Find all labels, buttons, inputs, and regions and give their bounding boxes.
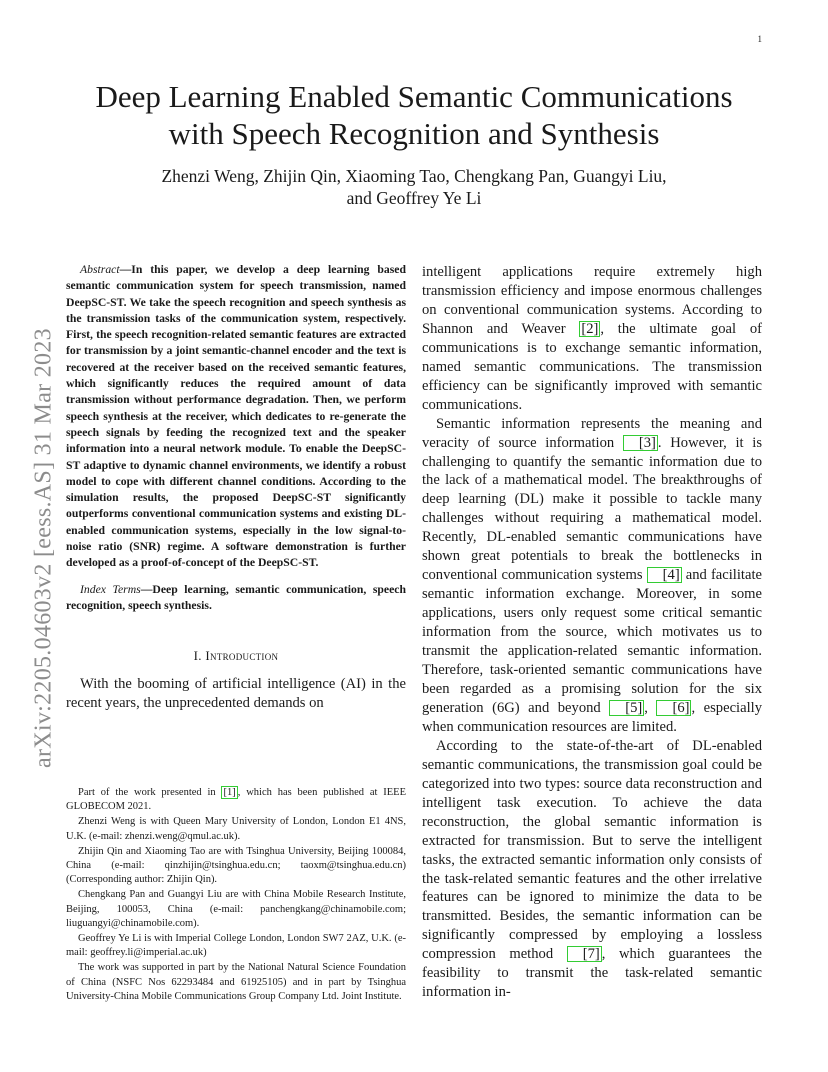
paragraph-text: . However, it is challenging to quantify the semantic information due to the lack of a mathematical model. The breakthroughs of deep learning (DL) make it possible to tackle many challenges without requiring a mathematical model. Recently, DL-enabled semantic communications have shown great potentials to break the bottlenecks in conventional communication systems — [422, 434, 762, 584]
paragraph-text: intelligent applications require extremely high transmission efficiency and impose enormous challenges on conventional communication systems. According to Shannon and Weaver — [422, 264, 762, 337]
index-terms-label: Index Terms — [80, 582, 141, 596]
citation-link[interactable]: [2] — [581, 320, 599, 337]
paragraph-text: , the ultimate goal of communications is to exchange semantic information, named semantic communications. The transmission efficiency can be significantly improved with semantic communications. — [422, 320, 762, 413]
footnote-text: Part of the work presented in — [78, 787, 222, 798]
index-terms-text: —Deep learning, semantic communication, speech recognition, speech synthesis. — [66, 582, 406, 612]
citation-link[interactable]: [5] — [609, 700, 644, 716]
left-column — [66, 262, 406, 713]
citation-link[interactable]: [1] — [223, 787, 236, 798]
abstract-label: Abstract — [80, 263, 120, 276]
abstract-text: —In this paper, we develop a deep learning based semantic communication system for speech transmission, named DeepSC-ST. We take the speech recognition and speech synthesis as the transmission tasks of the communication system, respectively. First, the speech recognition-related semantic features are extracted for transmission by a joint semantic-channel encoder and the text is recovered at the receiver based on the received semantic features, which significantly reduces the required amount of data transmission without performance degradation. Then, we perform speech synthesis at the receiver, which dedicates to re-generate the speech signals by feeding the recognized text and the speaker information into a neural network module. To enable the DeepSC-ST adaptive to dynamic channel environments, we identify a robust model to cope with different channel conditions. According to the simulation results, the proposed DeepSC-ST significantly outperforms conventional communication systems and existing DL-enabled communication systems, especially in the low signal-to-noise ratio (SNR) regime. A software demonstration is further developed as a proof-of-concept of the DeepSC-ST. — [66, 263, 406, 570]
footnotes — [66, 786, 406, 1005]
citation-link[interactable]: [7] — [567, 946, 602, 962]
authors-line-1: Zhenzi Weng, Zhijin Qin, Xiaoming Tao, Chengkang Pan, Guangyi Liu, — [161, 166, 667, 186]
abstract — [66, 262, 406, 572]
right-paragraph-1 — [422, 263, 762, 415]
page-number: 1 — [757, 34, 762, 44]
citation-link[interactable]: [3] — [623, 435, 658, 451]
footnote-4: Chengkang Pan and Guangyi Liu are with China Mobile Research Institute, Beijing, 100053, China (e-mail: panchengkang@chinamobile.com; liuguangyi@chinamobile.com). — [66, 889, 406, 929]
title-line-2: with Speech Recognition and Synthesis — [168, 116, 660, 151]
right-column — [422, 263, 762, 1002]
authors-line-2: and Geoffrey Ye Li — [346, 188, 482, 208]
right-paragraph-3 — [422, 737, 762, 1002]
paragraph-text: Semantic information represents the meaning and veracity of source information — [422, 415, 762, 451]
paragraph-text: , especially when communication resources are limited. — [422, 699, 762, 735]
title-line-1: Deep Learning Enabled Semantic Communications — [95, 79, 733, 114]
arxiv-id: arXiv:2205.04603v2 [eess.AS] 31 Mar 2023 — [30, 328, 57, 768]
footnote-1 — [66, 786, 406, 814]
index-terms — [66, 582, 406, 615]
footnote-5: Geoffrey Ye Li is with Imperial College London, London SW7 2AZ, U.K. (e-mail: geoffrey.li@imperial.ac.uk) — [66, 933, 406, 959]
paragraph-text: , — [644, 699, 657, 716]
citation-link[interactable]: [6] — [656, 700, 691, 716]
footnote-text: , which has been published at IEEE GLOBECOM 2021. — [66, 787, 406, 813]
paper-title — [40, 78, 788, 152]
footnote-6: The work was supported in part by the National Natural Science Foundation of China (NSFC Nos 62293484 and 61925105) and in part by Tsinghua University-China Mobile Communications Group Company Ltd. Joint Institute. — [66, 962, 406, 1002]
citation-link[interactable]: [4] — [647, 567, 682, 583]
paragraph-text: According to the state-of-the-art of DL-enabled semantic communications, the transmission goal could be categorized into two types: source data reconstruction and intelligent task execution. To achieve the data reconstruction, the global semantic information is extracted for transmission. But to serve the intelligent tasks, the extracted semantic information only consists of the task-related semantic features and the other irrelative features can be ignored to minimize the data to be transmitted. Besides, the semantic information can be significantly compressed by employing a lossless compression method — [422, 737, 762, 963]
author-list — [60, 165, 768, 209]
paragraph-text: , which guarantees the feasibility to transmit the task-related semantic information in- — [422, 946, 763, 1001]
arxiv-watermark — [24, 268, 64, 768]
section-heading-introduction: I. Introduction — [193, 648, 279, 664]
footnote-2: Zhenzi Weng is with Queen Mary University of London, London E1 4NS, U.K. (e-mail: zhenzi.weng@qmul.ac.uk). — [66, 816, 406, 842]
paragraph-text: and facilitate semantic information exchange. Moreover, in some applications, users only request some critical semantic information from the source, which motivates us to transmit the application-related semantic information. Therefore, task-oriented semantic communications have been regarded as a promising solution for the six generation (6G) and beyond — [422, 567, 762, 716]
intro-paragraph: With the booming of artificial intelligence (AI) in the recent years, the unprecedented demands on — [66, 676, 406, 712]
right-paragraph-2 — [422, 415, 762, 737]
footnote-3: Zhijin Qin and Xiaoming Tao are with Tsinghua University, Beijing 100084, China (e-mail: qinzhijin@tsinghua.edu.cn; taoxm@tsinghua.edu.cn)(Corresponding author: Zhijin Qin). — [66, 845, 406, 886]
